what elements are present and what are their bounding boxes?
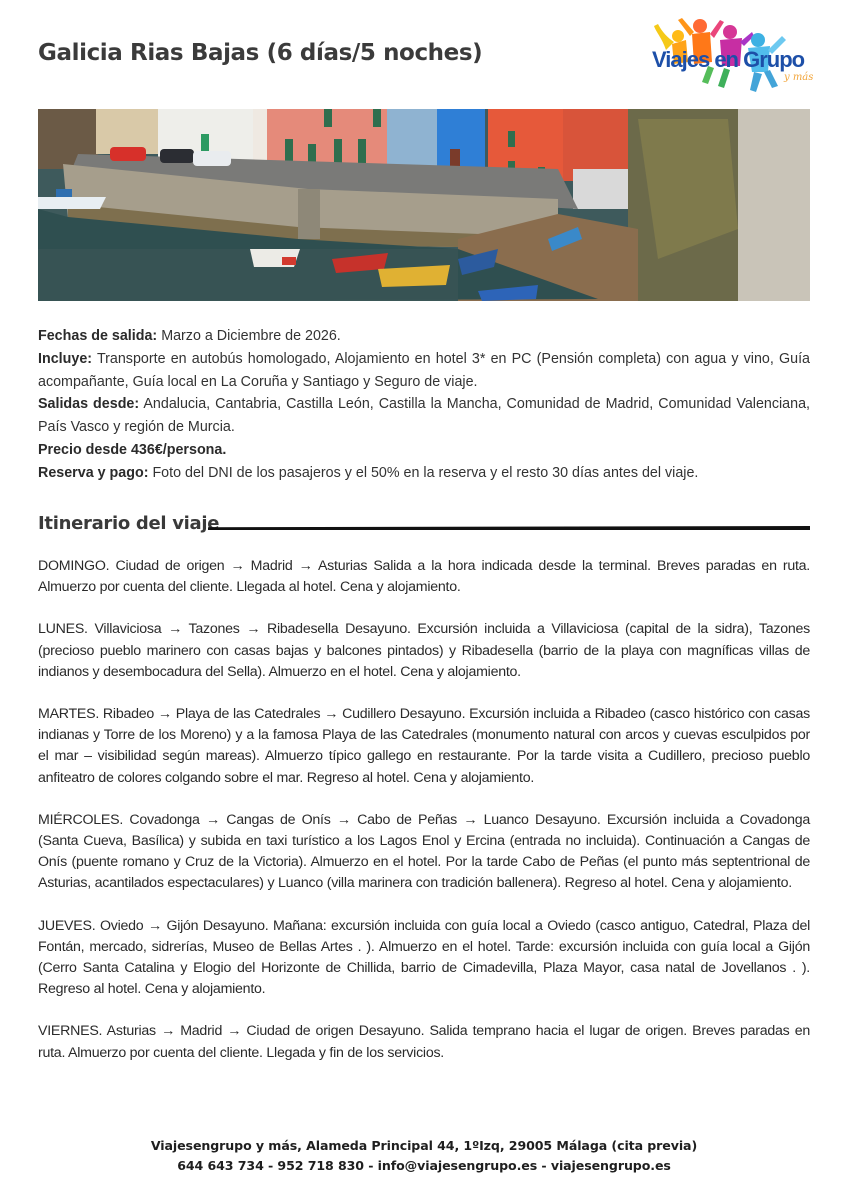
day-lunes: LUNES. Villaviciosa → Tazones → Ribadesella Desayuno. Excursión incluida a Villaviciosa (capital de la sidra), Tazones (precioso pueblo marinero con casas bajas y balcones pintados) y Ribadesella (barrio de la playa con magníficas villas de indianos y desembocadura del Sella). Almuerzo en el hotel. Cena y alojamiento.	[38, 621, 810, 680]
page-title: Galicia Rias Bajas (6 días/5 noches)	[38, 40, 483, 66]
fechas-line	[38, 325, 810, 348]
incluye-line	[38, 348, 810, 394]
incluye-label: Incluye:	[38, 350, 93, 367]
day-jueves: JUEVES. Oviedo → Gijón Desayuno. Mañana: excursión incluida con guía local a Oviedo (casco antiguo, Catedral, Plaza del Fontán, mercado, sidrerías, Museo de Bellas Artes . ). Almuerzo en el hotel. Tarde: excursión incluida con guía local a Gijón (Cerro Santa Catalina y Elogio del Horizonte de Chillida, barrio de Cimadevilla, Plaza Mayor, casa natal de Jovellanos . ). Regreso al hotel. Cena y alojamiento.	[38, 917, 810, 998]
logo-text: Viajes en Grupo	[652, 47, 805, 72]
itinerary-days	[38, 556, 810, 1085]
company-logo	[648, 10, 818, 96]
trip-info	[38, 325, 810, 485]
footer-address: Viajesengrupo y más, Alameda Principal 44, 1ºIzq, 29005 Málaga (cita previa)	[150, 1138, 698, 1153]
salidas-line	[38, 393, 810, 439]
precio-line	[38, 439, 810, 462]
hero-photo	[38, 109, 810, 301]
incluye-value: Transporte en autobús homologado, Alojamiento en hotel 3* en PC (Pensión completa) con agua y vino, Guía acompañante, Guía local en La Coruña y Santiago y Seguro de viaje.	[38, 350, 810, 390]
reserva-value: Foto del DNI de los pasajeros y el 50% en la reserva y el resto 30 días antes del viaje.	[152, 464, 699, 481]
day-martes: MARTES. Ribadeo → Playa de las Catedrales → Cudillero Desayuno. Excursión incluida a Ribadeo (casco histórico con casas indianas y Torre de los Moreno) y a la famosa Playa de las Catedrales (monumento natural con arcos y cuevas esculpidos por el mar – visibilidad según mareas). Almuerzo típico gallego en restaurante. Por la tarde visita a Cudillero, precioso pueblo anfiteatro de colores colgando sobre el mar. Regreso al hotel. Cena y alojamiento.	[38, 706, 810, 786]
day-miercoles: MIÉRCOLES. Covadonga → Cangas de Onís → Cabo de Peñas → Luanco Desayuno. Excursión incluida a Covadonga (Santa Cueva, Basílica) y subida en taxi turístico a los Lagos Enol y Ercina (entrada no incluida). Continuación a Cangas de Onís (puente romano y Cruz de la Victoria). Almuerzo en el hotel. Por la tarde Cabo de Peñas (el punto más septentrional de Asturias, acantilados espectaculares) y Luanco (villa marinera con tradición ballenera). Regreso al hotel. Cena y alojamiento.	[38, 811, 810, 892]
footer	[0, 1136, 848, 1176]
salidas-value: Andalucia, Cantabria, Castilla León, Castilla la Mancha, Comunidad de Madrid, Comunidad Valenciana, País Vasco y región de Murcia.	[38, 396, 811, 436]
heading-rule	[208, 526, 810, 530]
footer-contact: 644 643 734 - 952 718 830 - info@viajesengrupo.es - viajesengrupo.es	[177, 1158, 671, 1173]
day-domingo: DOMINGO. Ciudad de origen → Madrid → Asturias Salida a la hora indicada desde la terminal. Breves paradas en ruta. Almuerzo por cuenta del cliente. Llegada al hotel. Cena y alojamiento.	[38, 558, 810, 596]
day-viernes: VIERNES. Asturias → Madrid → Ciudad de origen Desayuno. Salida temprano hacia el lugar de origen. Breves paradas en ruta. Almuerzo por cuenta del cliente. Llegada y fin de los servicios.	[38, 1023, 810, 1061]
reserva-line	[38, 462, 810, 485]
fechas-label: Fechas de salida:	[38, 328, 158, 344]
salidas-label: Salidas desde:	[38, 396, 140, 413]
logo-graphic	[648, 10, 818, 96]
fechas-value: Marzo a Diciembre de 2026.	[161, 328, 341, 344]
reserva-label: Reserva y pago:	[38, 464, 149, 481]
itinerary-heading: Itinerario del viaje	[38, 513, 220, 534]
harbor-illustration	[38, 109, 810, 301]
precio-value: Precio desde 436€/persona.	[38, 441, 227, 458]
logo-tagline: y más	[784, 72, 814, 83]
itinerary-header	[38, 513, 810, 543]
